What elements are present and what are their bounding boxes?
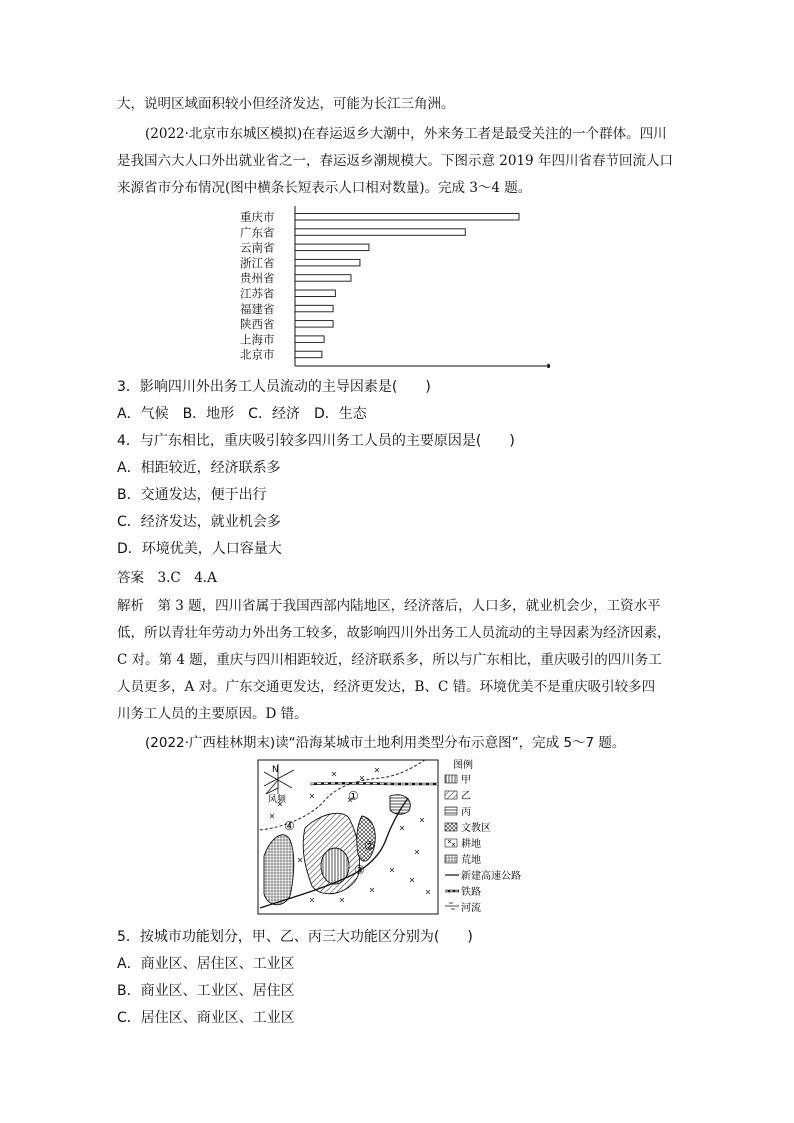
legend-jia: 甲 [461,775,471,786]
return-population-bar-chart [240,206,550,368]
analysis-line-5: 川务工人员的主要原因。D 错。 [117,706,308,722]
q5-option-a: A．商业区、居住区、工业区 [117,956,295,972]
city-land-use-map [250,758,550,918]
q4-option-d: D．环境优美，人口容量大 [117,541,282,557]
legend-river: 河流 [461,903,481,914]
bar-label-5: 江苏省 [240,286,275,301]
q4-option-a: A．相距较近，经济联系多 [117,460,281,476]
passage1-line-2: 是我国六大人口外出就业省之一，春运返乡潮规模大。下图示意 2019 年四川省春节回流人口 [117,153,673,169]
analysis-line-4: 人员更多，A 对。广东交通更发达，经济更发达，B、C 错。环境优美不是重庆吸引较多四 [117,679,656,695]
legend-railway: 铁路 [461,887,481,898]
passage1-line-1: (2022·北京市东城区模拟)在春运返乡大潮中，外来务工者是最受关注的一个群体。四川 [145,126,667,142]
bar-label-6: 福建省 [240,301,275,316]
analysis-line-1: 解析 第 3 题，四川省属于我国西部内陆地区，经济落后，人口多，就业机会少，工资水平 [117,598,661,614]
bar-label-9: 北京市 [240,347,275,362]
legend-symbols [445,775,459,909]
marker-2: ② [364,839,375,853]
bar-7 [295,321,333,328]
q4-stem: 4．与广东相比，重庆吸引较多四川务工人员的主要原因是( ) [117,433,515,449]
bar-2 [295,244,369,251]
bar-label-4: 贵州省 [240,271,275,286]
analysis-line-2: 低，所以青壮年劳动力外出务工较多，故影响四川外出务工人员流动的主导因素为经济因素， [117,625,671,641]
legend-farmland: 耕地 [461,839,481,850]
bar-3 [295,259,360,266]
bar-8 [295,336,324,343]
zone-wasteland [264,835,294,905]
zone-bing [390,795,410,815]
bar-6 [295,305,333,312]
q3-stem: 3．影响四川外出务工人员流动的主导因素是( ) [117,379,431,395]
passage2-line: (2022·广西桂林期末)读“沿海某城市土地利用类型分布示意图”，完成 5～7 题。 [145,735,626,751]
q3-options: A．气候 B．地形 C．经济 D．生态 [117,406,367,422]
bar-label-1: 广东省 [240,225,275,240]
q4-option-b: B．交通发达，便于出行 [117,487,267,503]
north-label: N [272,765,279,775]
intro-line: 大，说明区域面积较小但经济发达，可能为长江三角洲。 [117,96,455,112]
bar-label-3: 浙江省 [240,255,275,270]
bar-0 [295,214,519,221]
q4-option-c: C．经济发达，就业机会多 [117,514,281,530]
legend-bing: 丙 [461,807,471,818]
q5-stem: 5．按城市功能划分，甲、乙、丙三大功能区分别为( ) [117,929,473,945]
wind-frequency-label: 风频 [268,795,287,805]
bar-label-8: 上海市 [240,332,275,347]
bar-1 [295,229,465,236]
bar-4 [295,275,351,282]
marker-4: ④ [284,819,295,833]
answer-line: 答案 3.C 4.A [117,570,217,586]
q5-option-c: C．居住区、商业区、工业区 [117,1010,295,1026]
analysis-line-3: C 对。第 4 题，重庆与四川相距较近，经济联系多，所以与广东相比，重庆吸引的四川务工 [117,652,662,668]
marker-3: ③ [354,863,365,877]
legend-yi: 乙 [461,791,471,802]
bar-5 [295,290,335,297]
legend-title: 图例 [453,760,473,771]
q5-option-b: B．商业区、工业区、居住区 [117,983,295,999]
bar-label-2: 云南省 [240,240,275,255]
legend-wasteland: 荒地 [461,855,481,866]
marker-1: ① [348,789,359,803]
legend-education: 文教区 [461,823,491,834]
bar-label-7: 陕西省 [240,317,275,332]
legend-highway: 新建高速公路 [461,871,521,882]
bar-9 [295,351,322,358]
passage1-line-3: 来源省市分布情况(图中横条长短表示人口相对数量)。完成 3～4 题。 [117,180,532,196]
x-axis-arrow [547,364,550,369]
bar-label-0: 重庆市 [240,210,275,224]
